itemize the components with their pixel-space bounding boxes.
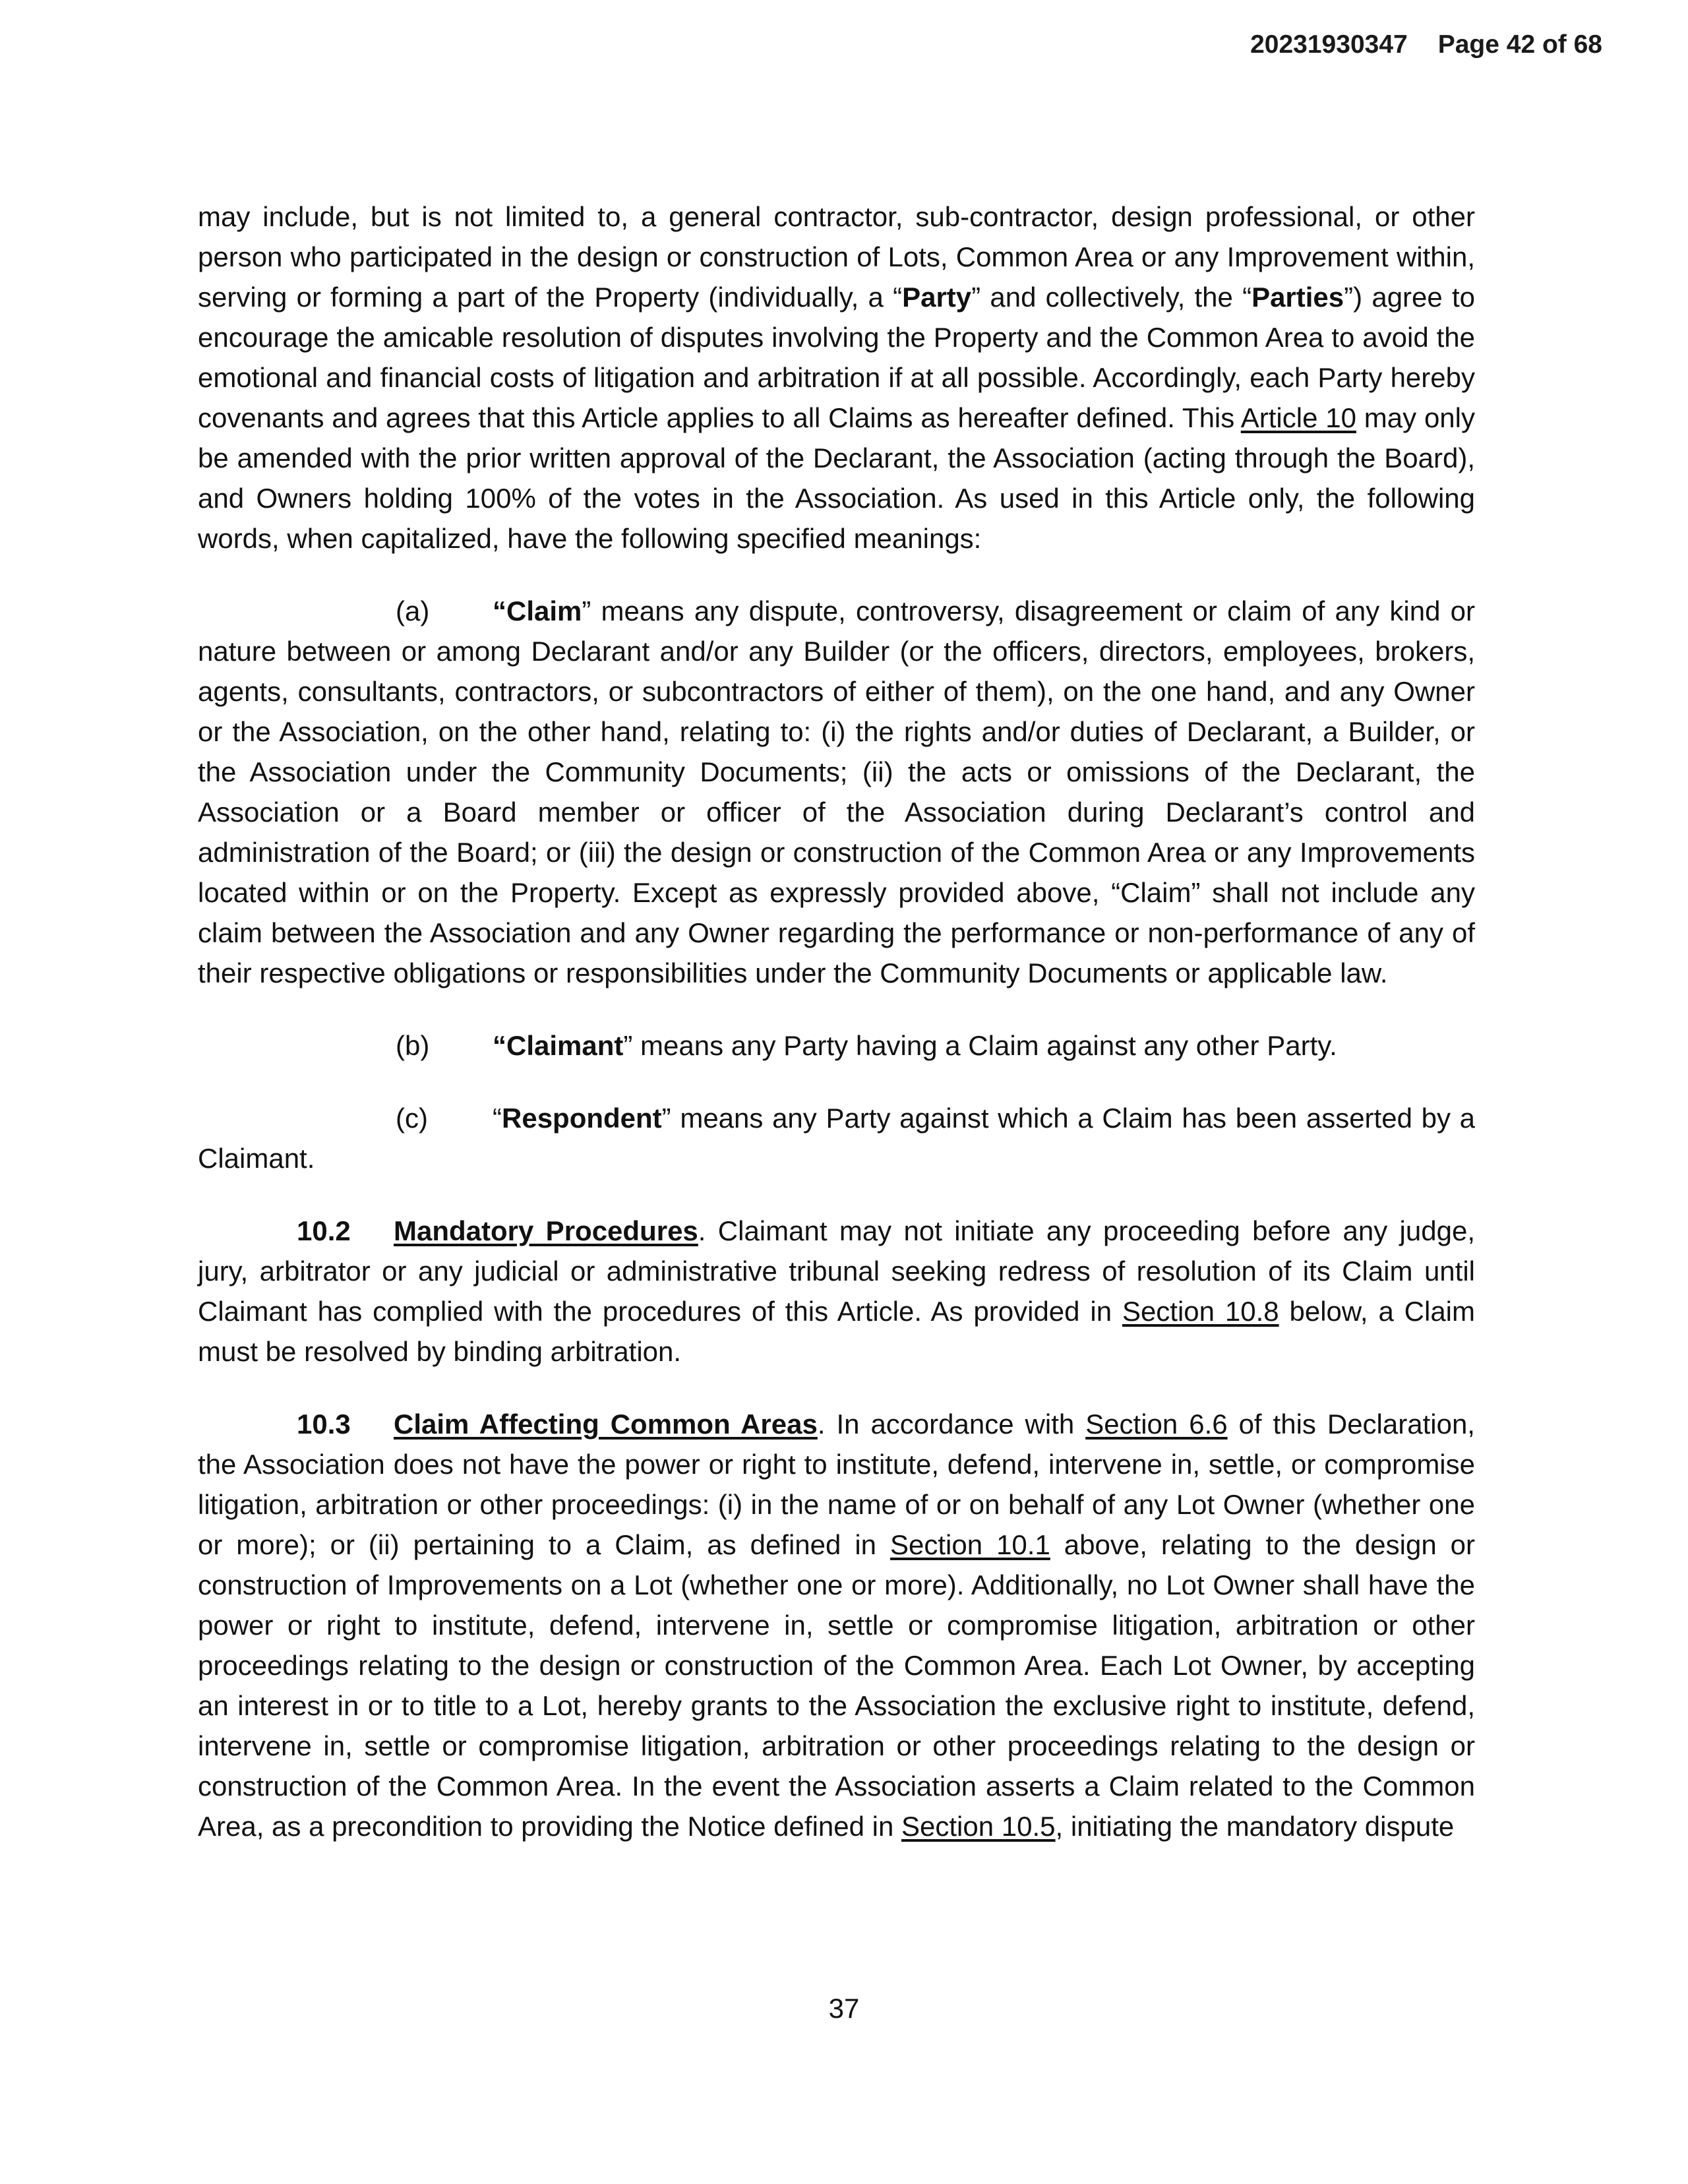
definition-label: (a) xyxy=(396,595,430,626)
section-10-3: 10.3 Claim Affecting Common Areas. In accordance with Section 6.6 of this Declaration, the Association does not have the power or right to institute, defend, intervene in, settle, or compromise litigation, arbitration or other proceedings: (i) in the name of or on behalf of any Lot Owner (whether one or more); or (ii) pertaining to a Claim, as defined in Section 10.1 above, relating to the design or construction of Improvements on a Lot (whether one or more). Additionally, no Lot Owner shall have the power or right to institute, defend, intervene in, settle or compromise litigation, arbitration or other proceedings relating to the design or construction of the Common Area. Each Lot Owner, by accepting an interest in or to title to a Lot, hereby grants to the Association the exclusive right to institute, defend, intervene in, settle or compromise litigation, arbitration or other proceedings relating to the design or construction of the Common Area. In the event the Association asserts a Claim related to the Common Area, as a precondition to providing the Notice defined in Section 10.5, initiating the mandatory dispute xyxy=(198,1404,1475,1846)
term-party: Party xyxy=(902,282,972,313)
page-label: Page 42 of 68 xyxy=(1437,30,1602,59)
definition-label: (c) xyxy=(396,1103,428,1134)
page-number: 37 xyxy=(828,1993,860,2024)
section-10-8-reference: Section 10.8 xyxy=(1122,1296,1279,1327)
section-10-1-reference: Section 10.1 xyxy=(890,1529,1050,1560)
term-claimant: “Claimant xyxy=(493,1030,624,1061)
definition-respondent: (c) “Respondent” means any Party against which a Claim has been asserted by a Claimant. xyxy=(198,1098,1475,1178)
intro-paragraph: may include, but is not limited to, a general contractor, sub-contractor, design professional, or other person who participated in the design or construction of Lots, Common Area or any Improvement within, serving or forming a part of the Property (individually, a “Party” and collectively, the “Parties”) agree to encourage the amicable resolution of disputes involving the Property and the Common Area to avoid the emotional and financial costs of litigation and arbitration if at all possible. Accordingly, each Party hereby covenants and agrees that this Article applies to all Claims as hereafter defined. This Article 10 may only be amended with the prior written approval of the Declarant, the Association (acting through the Board), and Owners holding 100% of the votes in the Association. As used in this Article only, the following words, when capitalized, have the following specified meanings: xyxy=(198,201,1475,554)
section-title: Claim Affecting Common Areas xyxy=(394,1409,818,1440)
section-10-5-reference: Section 10.5 xyxy=(901,1811,1056,1842)
section-number: 10.2 xyxy=(297,1215,351,1246)
section-number: 10.3 xyxy=(297,1409,351,1440)
definition-claimant: (b) “Claimant” means any Party having a Claim against any other Party. xyxy=(198,1025,1475,1066)
definition-label: (b) xyxy=(396,1030,430,1061)
term-respondent: Respondent xyxy=(502,1103,662,1134)
section-6-6-reference: Section 6.6 xyxy=(1085,1409,1228,1440)
term-claim: “Claim xyxy=(493,595,582,626)
section-10-2: 10.2 Mandatory Procedures. Claimant may not initiate any proceeding before any judge, jury, arbitrator or any judicial or administrative tribunal seeking redress of resolution of its Claim until Claimant has complied with the procedures of this Article. As provided in Section 10.8 below, a Claim must be resolved by binding arbitration. xyxy=(198,1211,1475,1372)
document-number: 20231930347 xyxy=(1250,30,1408,59)
definition-claim: (a) “Claim” means any dispute, controversy, disagreement or claim of any kind or nature between or among Declarant and/or any Builder (or the officers, directors, employees, brokers, agents, consultants, contractors, or subcontractors of either of them), on the one hand, and any Owner or the Association, on the other hand, relating to: (i) the rights and/or duties of Declarant, a Builder, or the Association under the Community Documents; (ii) the acts or omissions of the Declarant, the Association or a Board member or officer of the Association during Declarant’s control and administration of the Board; or (iii) the design or construction of the Common Area or any Improvements located within or on the Property. Except as expressly provided above, “Claim” shall not include any claim between the Association and any Owner regarding the performance or non-performance of any of their respective obligations or responsibilities under the Community Documents or applicable law. xyxy=(198,591,1475,993)
term-parties: Parties xyxy=(1251,282,1344,313)
document-body xyxy=(198,197,1475,1846)
article-10-reference: Article 10 xyxy=(1240,402,1356,433)
recording-header xyxy=(1250,30,1602,59)
section-title: Mandatory Procedures xyxy=(394,1215,698,1246)
